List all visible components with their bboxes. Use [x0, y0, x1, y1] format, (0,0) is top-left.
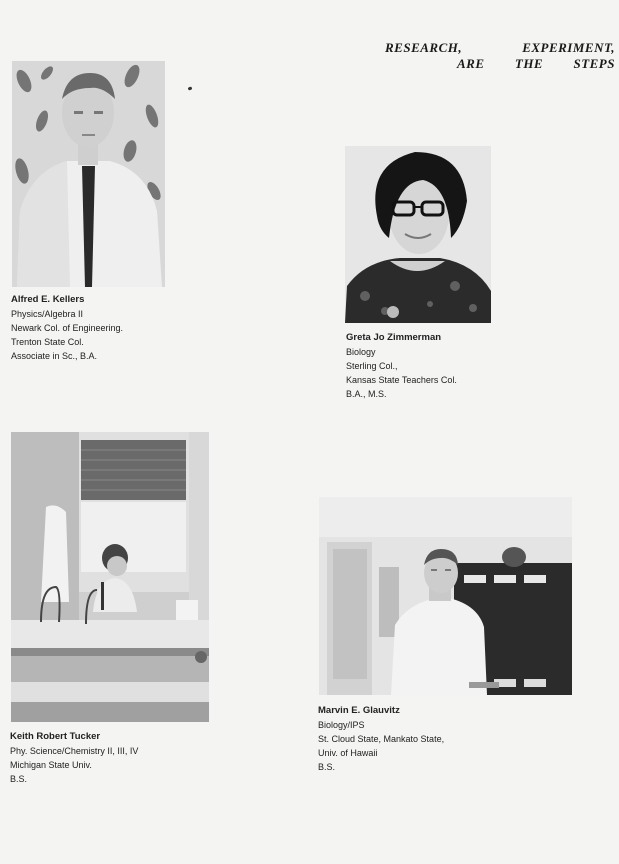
faculty-detail: Physics/Algebra II: [11, 309, 84, 319]
classroom-photo-glauvitz: [319, 497, 572, 695]
portrait-photo-kellers: [12, 61, 165, 287]
page-headline: [385, 40, 615, 72]
headline-word: EXPERIMENT,: [522, 40, 615, 55]
faculty-detail: Univ. of Hawaii: [318, 748, 378, 758]
faculty-detail: Newark Col. of Engineering.: [11, 323, 124, 333]
faculty-detail: Michigan State Univ.: [10, 760, 92, 770]
faculty-detail: B.A., M.S.: [346, 389, 387, 399]
headline-word: RESEARCH,: [385, 40, 463, 55]
classroom-photo-tucker: [11, 432, 209, 722]
headline-word: ARE: [457, 56, 485, 71]
faculty-name: Greta Jo Zimmerman: [346, 332, 442, 343]
faculty-detail: St. Cloud State, Mankato State,: [318, 734, 445, 744]
faculty-caption-glauvitz: [318, 704, 444, 774]
faculty-detail: Associate in Sc., B.A.: [11, 351, 98, 361]
faculty-name: Alfred E. Kellers: [11, 294, 85, 305]
faculty-detail: Phy. Science/Chemistry II, III, IV: [10, 746, 139, 756]
faculty-detail: Kansas State Teachers Col.: [346, 375, 457, 385]
faculty-name: Keith Robert Tucker: [10, 731, 101, 742]
faculty-caption-kellers: [11, 293, 123, 363]
faculty-name: Marvin E. Glauvitz: [318, 705, 400, 716]
faculty-detail: Trenton State Col.: [11, 337, 84, 347]
faculty-detail: B.S.: [10, 774, 28, 784]
faculty-detail: Sterling Col.,: [346, 361, 398, 371]
headline-word: THE: [514, 56, 544, 71]
headline-word: STEPS: [573, 56, 615, 71]
faculty-caption-tucker: [10, 730, 138, 786]
faculty-detail: Biology/IPS: [318, 720, 365, 730]
print-speck: [188, 86, 193, 90]
faculty-caption-zimmerman: [346, 331, 457, 401]
portrait-photo-zimmerman: [345, 146, 491, 323]
faculty-detail: Biology: [346, 347, 376, 357]
faculty-detail: B.S.: [318, 762, 336, 772]
